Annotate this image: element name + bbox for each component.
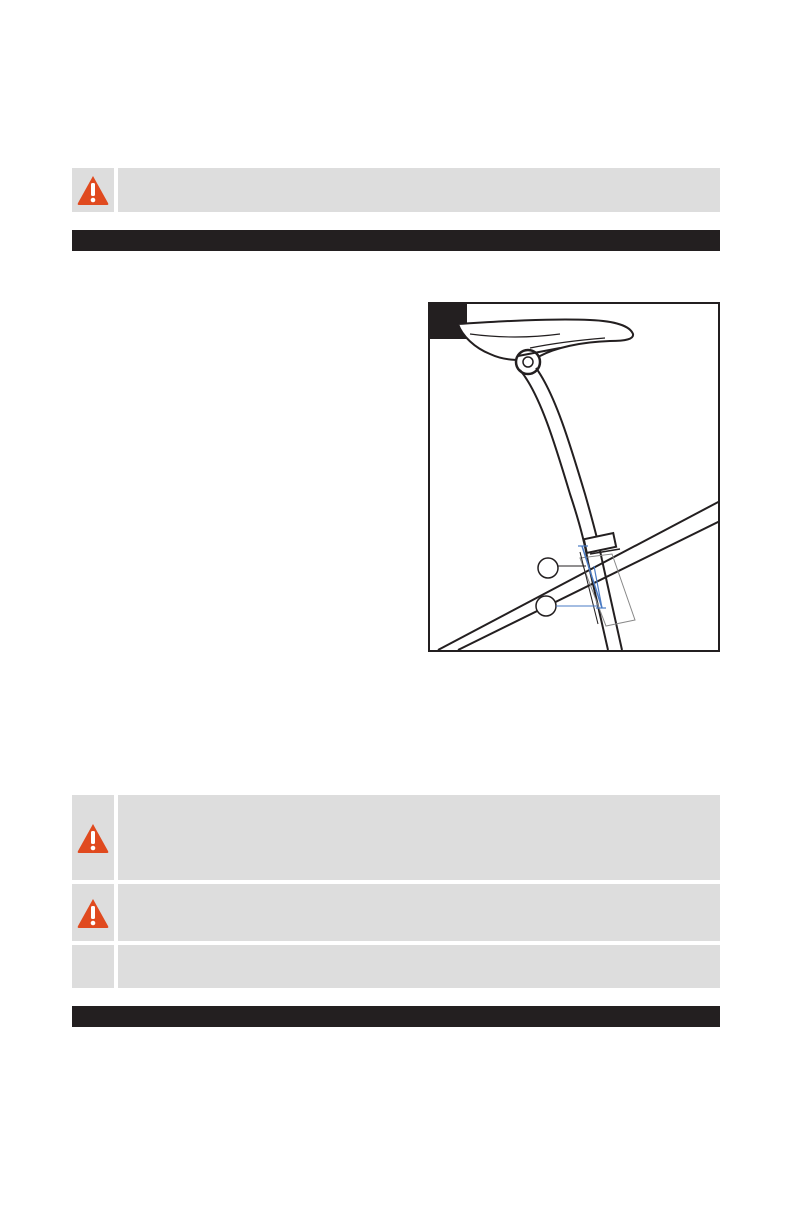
warning-triangle-icon	[76, 897, 110, 929]
callout-circle-1	[538, 558, 558, 578]
warning-box-1	[72, 795, 720, 880]
note-text	[118, 945, 720, 988]
note-box	[72, 945, 720, 988]
seatpost-figure	[428, 302, 720, 652]
saddle	[458, 319, 633, 359]
warning-box-2	[72, 884, 720, 941]
seatpost	[520, 370, 588, 562]
section-header-bar	[72, 230, 720, 251]
callout-circle-2	[536, 596, 556, 616]
warning-text	[118, 884, 720, 941]
figure-number-badge	[430, 304, 467, 339]
note-icon-cell	[72, 945, 114, 988]
warning-icon-cell	[72, 168, 114, 212]
warning-box-top	[72, 168, 720, 212]
warning-triangle-icon	[76, 174, 110, 206]
section-header-bar	[72, 1006, 720, 1027]
warning-text	[118, 795, 720, 880]
seatpost-illustration	[430, 304, 718, 650]
warning-icon-cell	[72, 795, 114, 880]
warning-triangle-icon	[76, 822, 110, 854]
warning-text	[118, 168, 720, 212]
warning-icon-cell	[72, 884, 114, 941]
